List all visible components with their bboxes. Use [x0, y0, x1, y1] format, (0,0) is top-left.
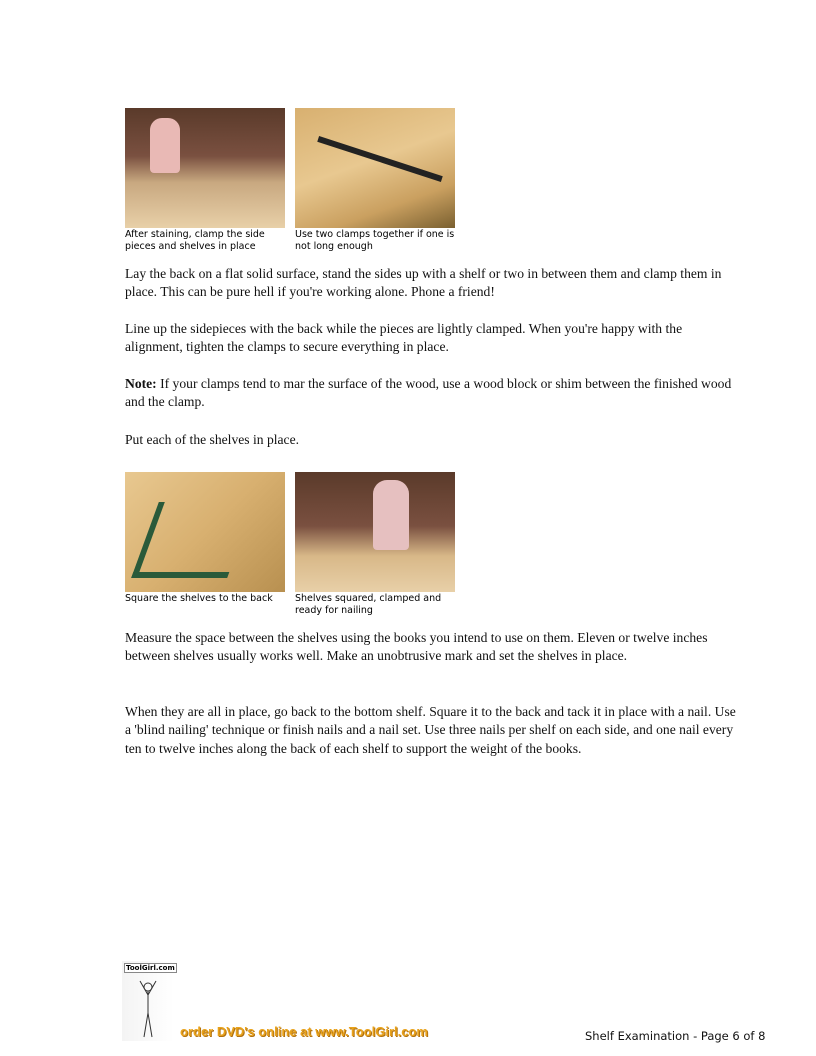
- paragraph: Measure the space between the shelves using the books you intend to use on them. Eleven or twelve inches between shelves usually works well. Make an unobtrusive mark and set the shelves in place.: [125, 630, 708, 664]
- note-paragraph: [125, 375, 740, 412]
- paragraph: Put each of the shelves in place.: [125, 432, 300, 447]
- photo-staining-clamp: [125, 108, 285, 228]
- photo-caption: Shelves squared, clamped and ready for nailing: [295, 593, 442, 616]
- logo-tag: ToolGirl.com: [126, 964, 175, 972]
- paragraph: When they are all in place, go back to the bottom shelf. Square it to the back and tack it in place with a nail. Use a 'blind nailing' technique or finish nails and a nail set. Use three nails per shelf on each side, and one nail every ten to twelve inches along the back of each shelf to support the weight of the books.: [125, 704, 736, 756]
- order-dvd-link[interactable]: order DVD's online at www.ToolGirl.com: [180, 1024, 428, 1039]
- photo-square-shelves: [125, 472, 285, 592]
- photo-caption: Square the shelves to the back: [125, 593, 273, 604]
- photo-caption: After staining, clamp the side pieces and shelves in place: [125, 229, 265, 252]
- photo-caption: Use two clamps together if one is not long enough: [295, 229, 455, 252]
- toolgirl-figure-icon: [122, 961, 174, 1041]
- note-text: If your clamps tend to mar the surface of the wood, use a wood block or shim between the finished wood and the clamp.: [125, 376, 732, 410]
- note-label: Note:: [125, 376, 157, 391]
- photo-shelves-clamped: [295, 472, 455, 592]
- toolgirl-logo: [122, 961, 174, 1041]
- photo-two-clamps: [295, 108, 455, 228]
- page-footer: Shelf Examination - Page 6 of 8: [585, 1029, 766, 1043]
- paragraph: Line up the sidepieces with the back while the pieces are lightly clamped. When you're happy with the alignment, tighten the clamps to secure everything in place.: [125, 321, 683, 355]
- paragraph: Lay the back on a flat solid surface, stand the sides up with a shelf or two in between them and clamp them in place. This can be pure hell if you're working alone. Phone a friend!: [125, 266, 722, 300]
